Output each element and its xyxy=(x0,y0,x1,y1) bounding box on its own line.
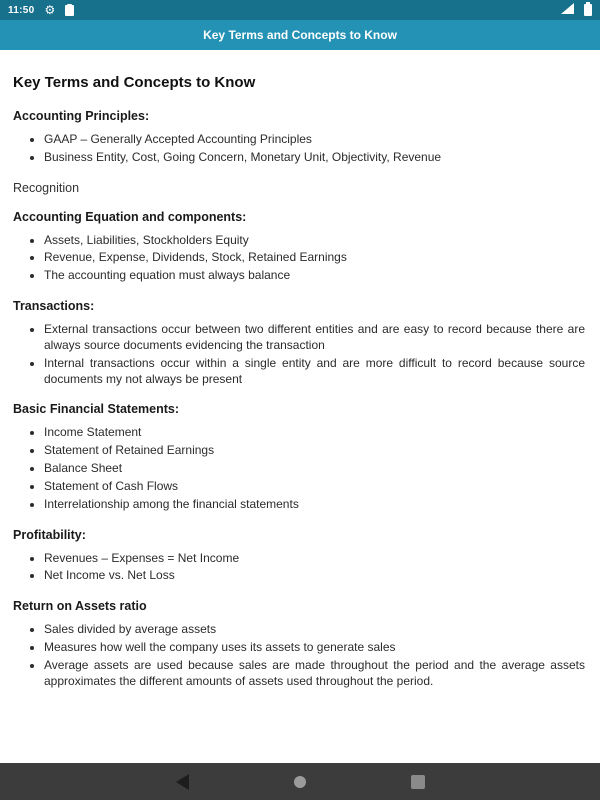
sections-container xyxy=(13,109,587,690)
bullet-item: • GAAP – Generally Accepted Accounting Principles xyxy=(44,132,587,148)
bullet-list xyxy=(13,132,587,166)
back-icon xyxy=(176,774,189,790)
bullet-list xyxy=(13,551,587,585)
recents-button[interactable] xyxy=(398,763,438,800)
home-icon xyxy=(294,776,306,788)
bullet-item: • Internal transactions occur within a single entity and are more difficult to record because source documents my not always be present xyxy=(44,356,587,388)
settings-gear-icon: ⚙ xyxy=(44,3,56,17)
app-bar xyxy=(0,20,600,50)
recents-icon xyxy=(411,775,425,789)
nav-bar xyxy=(0,763,600,800)
bullet-item: • Revenue, Expense, Dividends, Stock, Retained Earnings xyxy=(44,250,587,266)
bullet-list xyxy=(13,622,587,689)
battery-icon xyxy=(584,4,592,16)
bullet-item: • External transactions occur between two different entities and are easy to record because there are always source documents evidencing the transaction xyxy=(44,322,587,354)
bullet-item: • Net Income vs. Net Loss xyxy=(44,568,587,584)
section-heading: Accounting Principles: xyxy=(13,109,150,123)
section-heading: Profitability: xyxy=(13,527,86,542)
section-heading: Accounting Equation and components: xyxy=(13,209,247,224)
page-title: Key Terms and Concepts to Know xyxy=(13,74,256,91)
clipboard-icon xyxy=(65,5,74,16)
bullet-item: • Statement of Cash Flows xyxy=(44,479,587,495)
section-heading: Return on Assets ratio xyxy=(13,599,147,614)
bullet-item: • Revenues – Expenses = Net Income xyxy=(44,551,587,567)
content-area[interactable] xyxy=(0,50,600,763)
bullet-item: • Interrelationship among the financial statements xyxy=(44,497,587,513)
bullet-item: • Statement of Retained Earnings xyxy=(44,443,587,459)
section-heading: Basic Financial Statements: xyxy=(13,402,180,417)
status-time: 11:50 xyxy=(8,4,35,16)
bullet-list xyxy=(13,322,587,387)
bullet-item: • Measures how well the company uses its assets to generate sales xyxy=(44,640,587,656)
bullet-item: • Business Entity, Cost, Going Concern, Monetary Unit, Objectivity, Revenue xyxy=(44,150,587,166)
status-bar-left xyxy=(8,4,74,16)
back-button[interactable] xyxy=(162,763,202,800)
status-bar-right xyxy=(561,1,592,19)
bullet-list xyxy=(13,233,587,284)
bullet-item: • The accounting equation must always balance xyxy=(44,268,587,284)
bullet-item: • Average assets are used because sales are made throughout the period and the average assets approximates the different amounts of assets used throughout the period. xyxy=(44,658,587,690)
app-bar-title: Key Terms and Concepts to Know xyxy=(203,28,397,42)
home-button[interactable] xyxy=(280,763,320,800)
section-heading: Transactions: xyxy=(13,299,95,314)
status-bar xyxy=(0,0,600,20)
bullet-item: • Sales divided by average assets xyxy=(44,622,587,638)
bullet-item: • Assets, Liabilities, Stockholders Equity xyxy=(44,233,587,249)
wifi-signal-icon xyxy=(561,1,574,19)
bullet-item: • Income Statement xyxy=(44,425,587,441)
section-heading: Recognition xyxy=(13,180,80,195)
bullet-item: • Balance Sheet xyxy=(44,461,587,477)
bullet-list xyxy=(13,425,587,512)
